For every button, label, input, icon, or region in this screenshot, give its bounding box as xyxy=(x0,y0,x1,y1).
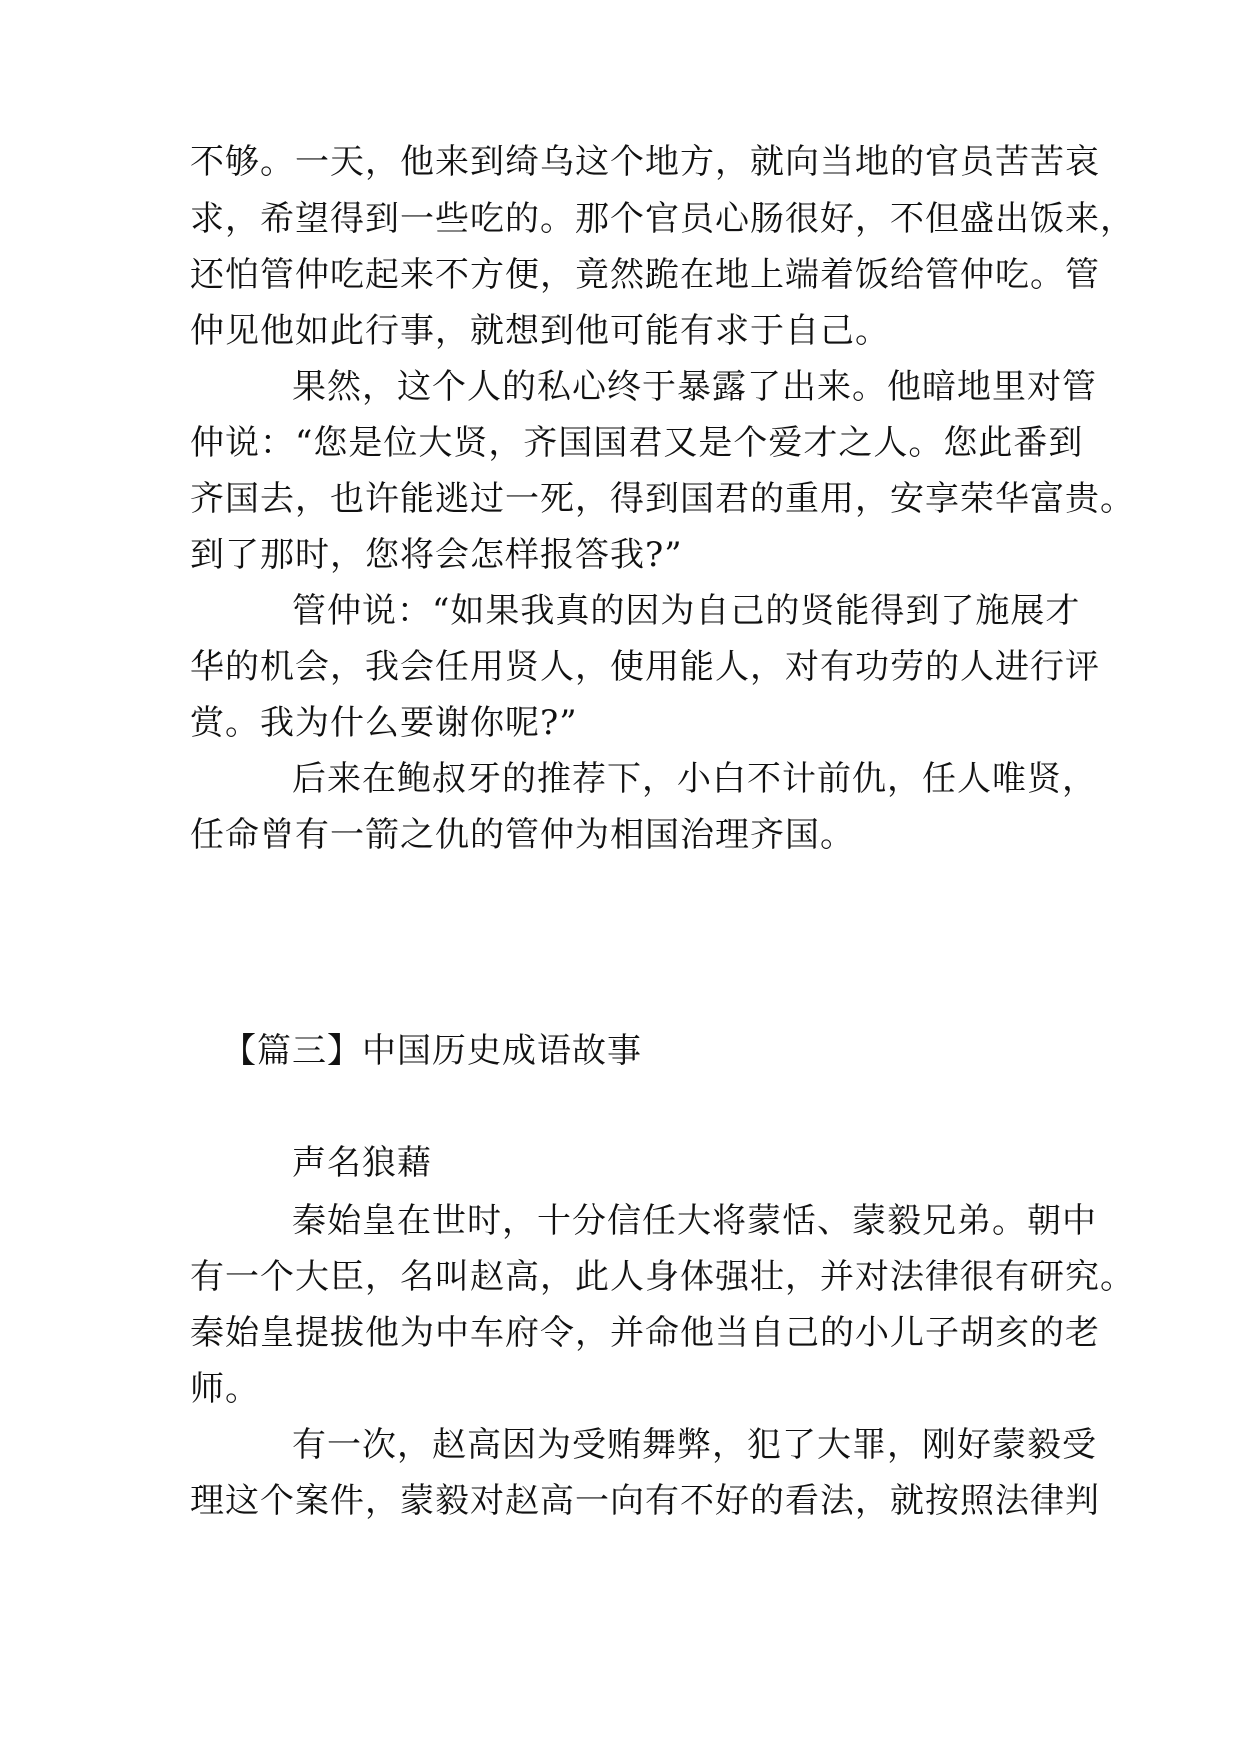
text-line: 还怕管仲吃起来不方便，竟然跪在地上端着饭给管仲吃。管 xyxy=(190,255,1100,295)
text-line: 理这个案件，蒙毅对赵高一向有不好的看法，就按照法律判 xyxy=(190,1481,1100,1521)
story-title: 声名狼藉 xyxy=(292,1143,432,1183)
text-line: 师。 xyxy=(190,1369,260,1409)
text-line: 华的机会，我会任用贤人，使用能人，对有功劳的人进行评 xyxy=(190,647,1100,687)
text-line: 求，希望得到一些吃的。那个官员心肠很好，不但盛出饭来， xyxy=(190,199,1135,239)
text-line: 仲见他如此行事，就想到他可能有求于自己。 xyxy=(190,311,890,351)
paragraph-first-line: 有一次，赵高因为受贿舞弊，犯了大罪，刚好蒙毅受 xyxy=(292,1425,1097,1465)
text-line: 任命曾有一箭之仇的管仲为相国治理齐国。 xyxy=(190,815,855,855)
section-heading: 【篇三】中国历史成语故事 xyxy=(222,1031,642,1071)
text-line: 到了那时，您将会怎样报答我?” xyxy=(190,535,683,575)
text-line: 齐国去，也许能逃过一死，得到国君的重用，安享荣华富贵。 xyxy=(190,479,1135,519)
text-line: 有一个大臣，名叫赵高，此人身体强壮，并对法律很有研究。 xyxy=(190,1257,1135,1297)
paragraph-first-line: 后来在鲍叔牙的推荐下，小白不计前仇，任人唯贤， xyxy=(292,759,1097,799)
text-line: 秦始皇提拔他为中车府令，并命他当自己的小儿子胡亥的老 xyxy=(190,1313,1100,1353)
paragraph-first-line: 秦始皇在世时，十分信任大将蒙恬、蒙毅兄弟。朝中 xyxy=(292,1201,1097,1241)
text-line: 不够。一天，他来到绮乌这个地方，就向当地的官员苦苦哀 xyxy=(190,142,1100,182)
text-line: 赏。我为什么要谢你呢?” xyxy=(190,703,578,743)
text-line: 仲说：“您是位大贤，齐国国君又是个爱才之人。您此番到 xyxy=(190,423,1084,463)
paragraph-first-line: 果然，这个人的私心终于暴露了出来。他暗地里对管 xyxy=(292,367,1097,407)
paragraph-first-line: 管仲说：“如果我真的因为自己的贤能得到了施展才 xyxy=(292,591,1081,631)
